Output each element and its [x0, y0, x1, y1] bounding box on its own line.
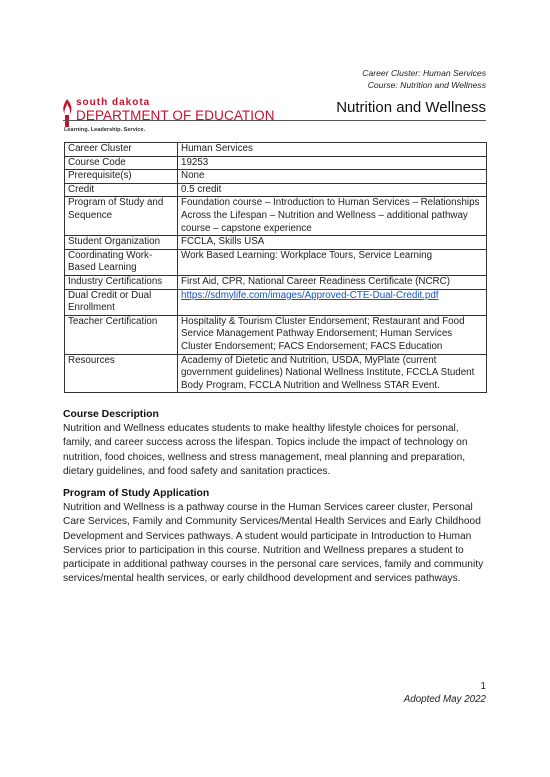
- row-label: Course Code: [65, 156, 178, 170]
- row-label: Industry Certifications: [65, 275, 178, 289]
- torch-icon: [60, 98, 74, 128]
- row-label: Teacher Certification: [65, 315, 178, 354]
- table-row: [65, 289, 487, 315]
- table-row: [65, 170, 487, 184]
- logo-tagline: Learning. Leadership. Service.: [64, 127, 146, 133]
- row-value: 19253: [178, 156, 487, 170]
- row-label: Coordinating Work-Based Learning: [65, 249, 178, 275]
- adopted-date: Adopted May 2022: [403, 694, 486, 705]
- header-career-cluster: Career Cluster: Human Services: [362, 68, 486, 78]
- table-row: [65, 197, 487, 236]
- page-number: 1: [480, 681, 486, 692]
- row-label: Resources: [65, 354, 178, 393]
- table-row: [65, 275, 487, 289]
- table-row: [65, 315, 487, 354]
- title-divider: [63, 120, 486, 121]
- logo-state-name: south dakota: [76, 97, 151, 108]
- page-header: [362, 67, 486, 91]
- table-row: [65, 354, 487, 393]
- row-value: Foundation course – Introduction to Human Services – Relationships Across the Lifespan – Nutrition and Wellness – additional pathway course – capstone experience: [178, 197, 487, 236]
- row-value: Academy of Dietetic and Nutrition, USDA, MyPlate (current government guidelines) National Wellness Institute, FCCLA Student Body Program, FCCLA Nutrition and Wellness STAR Event.: [178, 354, 487, 393]
- table-row: [65, 183, 487, 197]
- row-value: Human Services: [178, 143, 487, 157]
- course-info-table: [64, 142, 487, 393]
- row-value: 0.5 credit: [178, 183, 487, 197]
- course-description-text: Nutrition and Wellness educates students to make healthy lifestyle choices for personal, family, and career success across the lifespan. Topics include the impact of technology on nutrition, food choices, wellness and stress management, meal planning and preparation, dietary guidelines, and food safety and sanitation practices.: [63, 423, 468, 477]
- program-application-text: Nutrition and Wellness is a pathway course in the Human Services career cluster, Personal Care Services, Family and Community Services/Mental Health Services and Early Childhood Development and Services pathways. A student would participate in Introduction to Human Services prior to participation in this course. Nutrition and Wellness prepares a student to participate in additional pathway courses in the personal care services, family and community services/mental health services, or early childhood development and services pathways.: [63, 502, 484, 585]
- page-footer: [404, 680, 486, 706]
- row-label: Career Cluster: [65, 143, 178, 157]
- course-description-heading: Course Description: [63, 409, 159, 420]
- logo-department: DEPARTMENT OF EDUCATION: [76, 108, 275, 123]
- table-row: [65, 156, 487, 170]
- program-application-heading: Program of Study Application: [63, 488, 210, 499]
- row-label: Credit: [65, 183, 178, 197]
- table-row: [65, 236, 487, 250]
- sd-doe-logo: [60, 97, 275, 137]
- row-value: [178, 289, 487, 315]
- row-value: First Aid, CPR, National Career Readiness Certificate (NCRC): [178, 275, 487, 289]
- row-value: FCCLA, Skills USA: [178, 236, 487, 250]
- dual-credit-link[interactable]: https://sdmylife.com/images/Approved-CTE-Dual-Credit.pdf: [181, 289, 439, 301]
- page-title: Nutrition and Wellness: [336, 99, 486, 116]
- table-row: [65, 143, 487, 157]
- row-label: Dual Credit or Dual Enrollment: [65, 289, 178, 315]
- row-value: None: [178, 170, 487, 184]
- row-label: Student Organization: [65, 236, 178, 250]
- row-value: Hospitality & Tourism Cluster Endorsement; Restaurant and Food Service Management Pathway Endorsement; Human Services Cluster Endorsement; FACS Endorsement; FACS Education: [178, 315, 487, 354]
- row-label: Program of Study and Sequence: [65, 197, 178, 236]
- table-row: [65, 249, 487, 275]
- header-course: Course: Nutrition and Wellness: [367, 80, 486, 90]
- row-value: Work Based Learning: Workplace Tours, Service Learning: [178, 249, 487, 275]
- row-label: Prerequisite(s): [65, 170, 178, 184]
